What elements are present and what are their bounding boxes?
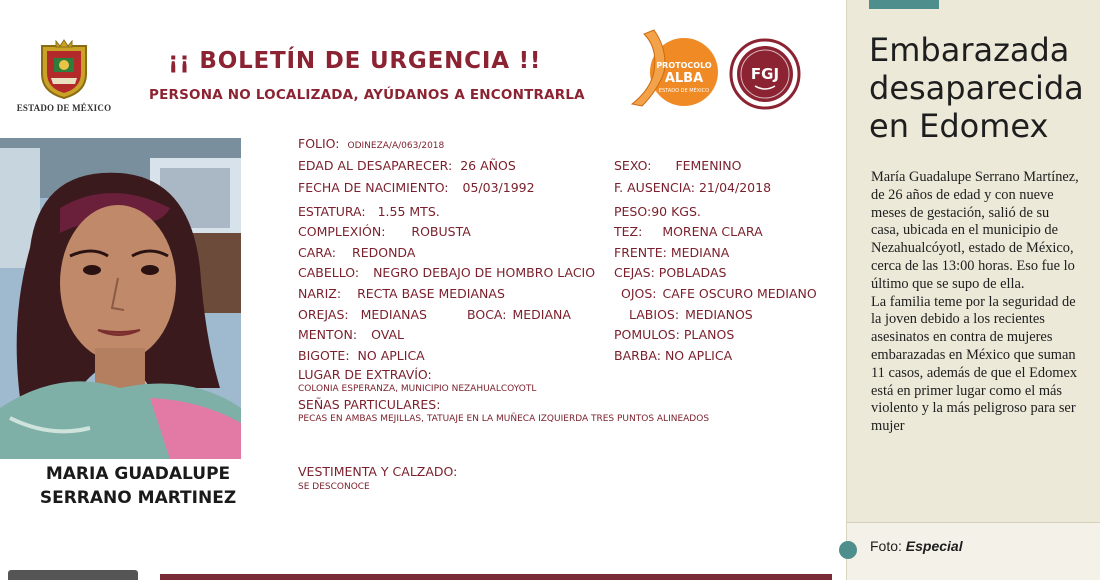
field-label: OJOS: bbox=[621, 286, 657, 301]
field-value: 21/04/2018 bbox=[698, 180, 772, 195]
seal-caption: ESTADO DE MÉXICO bbox=[16, 103, 112, 113]
estado-de-mexico-seal bbox=[36, 38, 92, 100]
field-peso bbox=[614, 204, 701, 219]
alba-line3-text: ESTADO DE MÉXICO bbox=[658, 88, 710, 94]
field-nacimiento bbox=[298, 180, 535, 195]
field-label: SEÑAS PARTICULARES: bbox=[298, 397, 441, 412]
field-label: PESO: bbox=[614, 204, 652, 219]
field-label: FRENTE: bbox=[614, 245, 667, 260]
field-value: NO APLICA bbox=[664, 348, 733, 363]
field-label: VESTIMENTA Y CALZADO: bbox=[298, 464, 458, 479]
cropped-bottom-text bbox=[8, 570, 138, 580]
alba-line2-text: ALBA bbox=[664, 71, 704, 86]
bulletin-bottom-bar bbox=[160, 574, 832, 580]
field-value: NEGRO DEBAJO DE HOMBRO LACIO bbox=[373, 265, 596, 280]
field-barba bbox=[614, 348, 732, 363]
field-label: CABELLO: bbox=[298, 265, 360, 280]
field-ausencia bbox=[614, 180, 771, 195]
field-value: 90 KGS. bbox=[651, 204, 701, 219]
field-bigote bbox=[298, 348, 425, 363]
field-boca bbox=[467, 307, 571, 322]
field-value: MEDIANOS bbox=[685, 307, 753, 322]
field-label: LUGAR DE EXTRAVÍO: bbox=[298, 367, 432, 382]
field-value: MORENA CLARA bbox=[662, 224, 763, 239]
field-estatura bbox=[298, 204, 440, 219]
field-value: REDONDA bbox=[352, 245, 416, 260]
field-value: NO APLICA bbox=[357, 348, 425, 363]
article-body bbox=[871, 169, 1079, 436]
field-value: MEDIANAS bbox=[360, 307, 427, 322]
field-menton bbox=[298, 327, 404, 342]
fgj-text: FGJ bbox=[750, 65, 780, 83]
article-sidebar bbox=[846, 0, 1100, 580]
caption-label: Foto: bbox=[870, 538, 902, 554]
field-value: RECTA BASE MEDIANAS bbox=[357, 286, 505, 301]
field-value: 1.55 MTS. bbox=[377, 204, 440, 219]
name-line-1: MARIA GUADALUPE bbox=[45, 464, 231, 484]
field-label: SEXO: bbox=[614, 158, 652, 173]
caption-dot-icon bbox=[839, 541, 857, 559]
field-label: OREJAS: bbox=[298, 307, 349, 322]
field-label: F. AUSENCIA: bbox=[614, 180, 695, 195]
field-ojos bbox=[621, 286, 817, 301]
field-value: ROBUSTA bbox=[411, 224, 471, 239]
field-label: CARA: bbox=[298, 245, 337, 260]
field-edad bbox=[298, 158, 516, 173]
field-labios bbox=[629, 307, 753, 322]
section-tab bbox=[869, 0, 939, 9]
field-label: BIGOTE: bbox=[298, 348, 350, 363]
missing-person-photo bbox=[0, 138, 241, 459]
field-value: FEMENINO bbox=[675, 158, 742, 173]
field-folio bbox=[298, 136, 444, 151]
field-orejas bbox=[298, 307, 427, 322]
field-value: 05/03/1992 bbox=[462, 180, 535, 195]
field-cabello bbox=[298, 265, 595, 280]
field-label: FOLIO: bbox=[298, 136, 340, 151]
photo-caption bbox=[870, 538, 963, 554]
field-label: TEZ: bbox=[614, 224, 643, 239]
name-line-2: SERRANO MARTINEZ bbox=[39, 488, 237, 508]
field-label: FECHA DE NACIMIENTO: bbox=[298, 180, 449, 195]
field-label: POMULOS: bbox=[614, 327, 680, 342]
field-label: BOCA: bbox=[467, 307, 507, 322]
field-pomulos bbox=[614, 327, 734, 342]
field-label: COMPLEXIÓN: bbox=[298, 224, 386, 239]
article-headline: Embarazada desaparecida en Edomex bbox=[869, 31, 1084, 145]
field-label: EDAD AL DESAPARECER: bbox=[298, 158, 453, 173]
caption-credit: Especial bbox=[905, 538, 963, 554]
field-cara bbox=[298, 245, 415, 260]
field-value: CAFE OSCURO MEDIANO bbox=[662, 286, 817, 301]
field-value: ODINEZA/A/063/2018 bbox=[347, 141, 445, 151]
field-value: MEDIANA bbox=[670, 245, 730, 260]
bulletin-subtitle: PERSONA NO LOCALIZADA, AYÚDANOS A ENCONTRARLA bbox=[149, 87, 585, 103]
article-paragraph: La familia teme por la seguridad de la joven debido a los recientes asesinatos en contra de mujeres embarazadas en México que suman 11 casos, además de que el Edomex está en primer lugar como el más violento y la más peligroso para ser mujer bbox=[871, 293, 1078, 435]
field-value: PLANOS bbox=[683, 327, 735, 342]
fgj-logo bbox=[729, 38, 801, 110]
field-senas-label bbox=[298, 397, 440, 412]
field-senas-value: PECAS EN AMBAS MEJILLAS, TATUAJE EN LA MUÑECA IZQUIERDA TRES PUNTOS ALINEADOS bbox=[298, 414, 710, 424]
field-label: LABIOS: bbox=[629, 307, 680, 322]
field-value: POBLADAS bbox=[658, 265, 727, 280]
missing-person-name bbox=[18, 462, 258, 510]
field-lugar-label bbox=[298, 367, 432, 382]
bulletin-title: ¡¡ BOLETÍN DE URGENCIA !! bbox=[168, 48, 542, 74]
field-vestimenta-value: SE DESCONOCE bbox=[298, 482, 370, 492]
field-vestimenta-label bbox=[298, 464, 457, 479]
protocolo-alba-logo bbox=[624, 28, 724, 110]
field-label: CEJAS: bbox=[614, 265, 655, 280]
field-frente bbox=[614, 245, 729, 260]
field-complexion bbox=[298, 224, 471, 239]
field-lugar-value: COLONIA ESPERANZA, MUNICIPIO NEZAHUALCOYOTL bbox=[298, 384, 537, 394]
article-paragraph: María Guadalupe Serrano Martínez, de 26 años de edad y con nueve meses de gestación, salió de su casa, ubicada en el municipio de Nezahualcóyotl, estado de México, cerca de las 13:00 horas. Eso fue lo último que se supo de ella. bbox=[871, 169, 1079, 292]
field-cejas bbox=[614, 265, 726, 280]
field-sexo bbox=[614, 158, 741, 173]
field-label: MENTON: bbox=[298, 327, 358, 342]
field-value: MEDIANA bbox=[512, 307, 571, 322]
field-value: 26 AÑOS bbox=[460, 158, 516, 173]
field-label: NARIZ: bbox=[298, 286, 342, 301]
field-tez bbox=[614, 224, 763, 239]
field-value: OVAL bbox=[371, 327, 404, 342]
field-nariz bbox=[298, 286, 505, 301]
field-label: ESTATURA: bbox=[298, 204, 366, 219]
alba-line1-text: PROTOCOLO bbox=[656, 61, 712, 70]
field-label: BARBA: bbox=[614, 348, 661, 363]
